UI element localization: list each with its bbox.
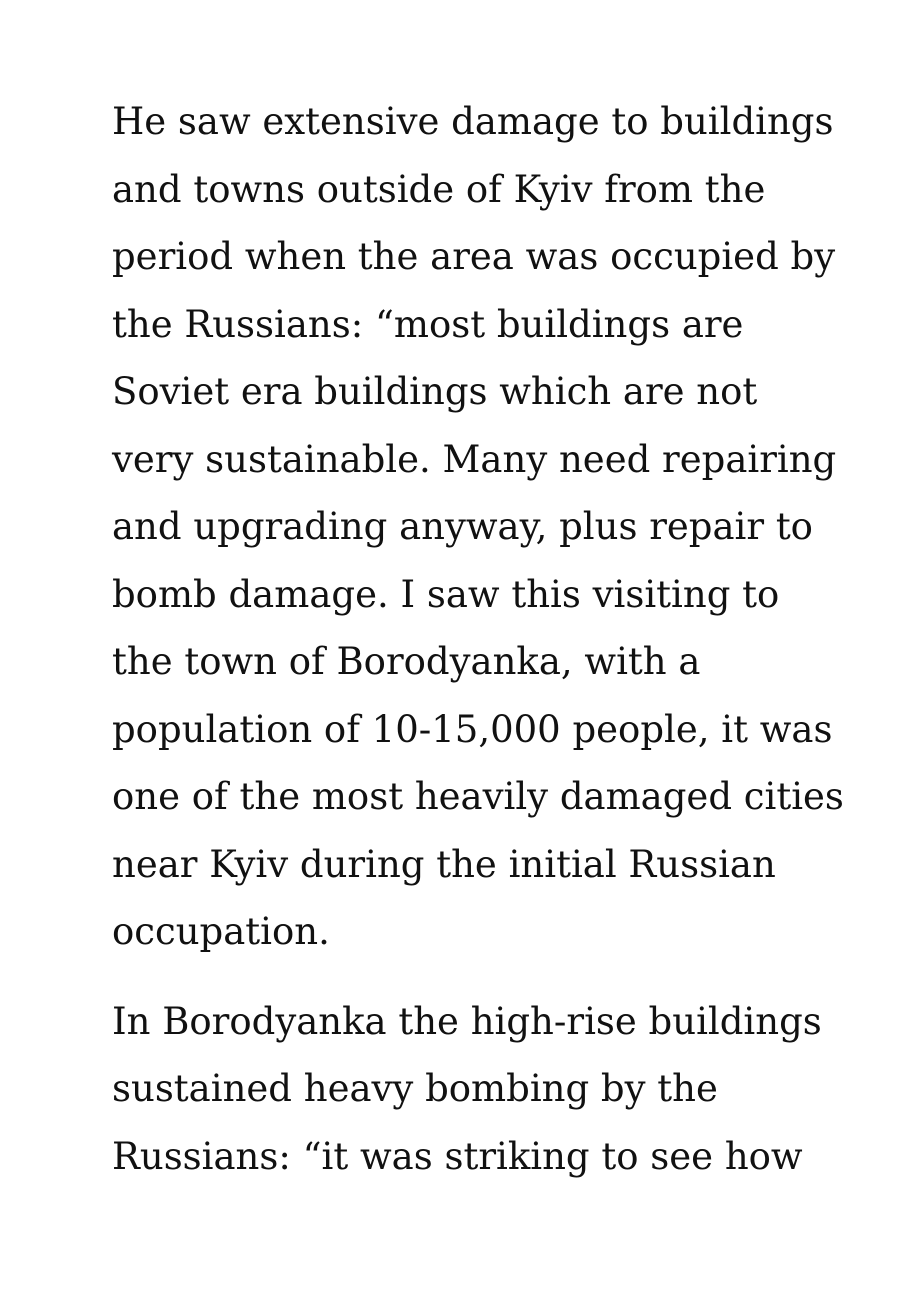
text-line: near Kyiv during the initial Russian xyxy=(112,842,776,886)
article-body xyxy=(112,88,912,1190)
text-line: period when the area was occupied by xyxy=(112,235,836,278)
text-line: In Borodyanka the high-rise buildings xyxy=(112,999,822,1043)
text-line: one of the most heavily damaged cities xyxy=(112,775,844,818)
text-line: Soviet era buildings which are not xyxy=(112,370,758,413)
text-line: the town of Borodyanka, with a xyxy=(112,640,701,683)
text-line: and upgrading anyway, plus repair to xyxy=(112,505,813,548)
text-line: very sustainable. Many need repairing xyxy=(112,437,837,481)
paragraph xyxy=(112,988,912,1191)
text-line: population of 10-15,000 people, it was xyxy=(112,707,833,751)
text-line: sustained heavy bombing by the xyxy=(112,1067,718,1110)
text-line: bomb damage. I saw this visiting to xyxy=(112,572,780,616)
paragraph-spacing xyxy=(112,966,912,988)
text-line: and towns outside of Kyiv from the xyxy=(112,167,766,211)
paragraph xyxy=(112,88,912,966)
text-line: Russians: “it was striking to see how xyxy=(112,1134,803,1178)
text-line: occupation. xyxy=(112,910,330,953)
text-line: He saw extensive damage to buildings xyxy=(112,100,834,143)
text-line: the Russians: “most buildings are xyxy=(112,302,744,346)
